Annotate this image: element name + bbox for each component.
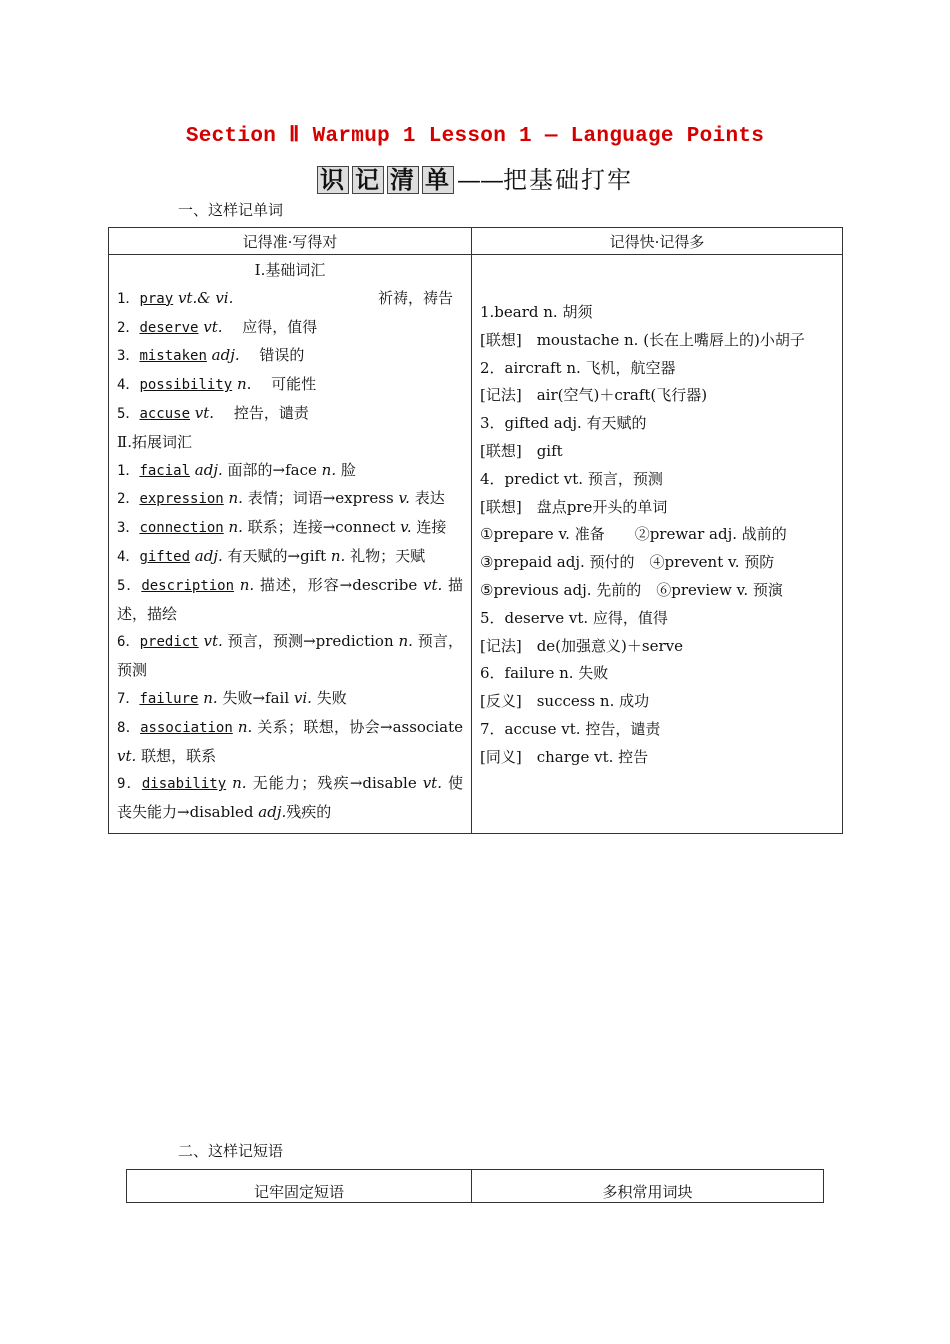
vocab-word: description bbox=[141, 577, 235, 594]
meaning-2: 描述，描绘 bbox=[117, 575, 463, 623]
ext-item bbox=[117, 572, 463, 629]
vocab-word: facial bbox=[139, 462, 191, 479]
ext-heading: Ⅱ.拓展词汇 bbox=[117, 432, 192, 451]
meaning-2: 礼物；天赋 bbox=[350, 546, 426, 565]
vocab-word: expression bbox=[139, 491, 224, 508]
vocab-word: connection bbox=[139, 520, 224, 537]
page-subtitle bbox=[0, 160, 950, 195]
phrase-header-left: 记牢固定短语 bbox=[127, 1170, 472, 1203]
memory-tip-line: 7．accuse vt. 控告，谴责 bbox=[480, 719, 661, 738]
boxed-char-2: 记 bbox=[352, 166, 384, 194]
ext-item bbox=[117, 628, 463, 685]
item-number: 1． bbox=[117, 462, 140, 479]
boxed-char-4: 单 bbox=[422, 166, 454, 194]
meaning: 联系；连接→connect bbox=[247, 518, 396, 537]
part-of-speech: n. bbox=[237, 717, 253, 736]
section-heading-words: 一、这样记单词 bbox=[178, 201, 284, 219]
basic-item-word bbox=[117, 346, 304, 364]
meaning: 面部的→face bbox=[227, 460, 317, 479]
item-number: 3． bbox=[117, 348, 140, 365]
header-right: 记得快·记得多 bbox=[472, 228, 843, 255]
vocab-word: predict bbox=[139, 634, 199, 651]
meaning-3: 残疾的 bbox=[286, 803, 332, 822]
item-number: 6． bbox=[117, 634, 140, 651]
meaning: 祈祷，祷告 bbox=[377, 288, 453, 307]
memory-tip-line: 6．failure n. 失败 bbox=[480, 664, 609, 683]
memory-tip-line: 5．deserve vt. 应得，值得 bbox=[480, 608, 668, 627]
ext-list bbox=[117, 457, 463, 827]
meaning: 无能力；残疾→disable bbox=[252, 774, 417, 793]
part-of-speech: vt. bbox=[203, 317, 223, 336]
memory-tip-line: ①prepare v. 准备 ②prewar adj. 战前的 bbox=[480, 525, 787, 544]
basic-item-word bbox=[117, 285, 248, 314]
vocab-word: mistaken bbox=[139, 348, 207, 365]
memory-tip-line: [联想] 盘点pre开头的单词 bbox=[480, 497, 668, 516]
basic-item-word bbox=[117, 375, 316, 393]
boxed-char-1: 识 bbox=[317, 166, 349, 194]
item-number: 4． bbox=[117, 377, 140, 394]
vocab-word: failure bbox=[139, 690, 199, 707]
meaning: 错误的 bbox=[259, 346, 305, 365]
ext-item bbox=[117, 714, 463, 771]
basic-item-word bbox=[117, 404, 309, 422]
basic-item bbox=[117, 342, 463, 371]
item-number: 5． bbox=[117, 577, 142, 594]
memory-tip-line: [记法] de(加强意义)＋serve bbox=[480, 636, 683, 655]
basic-heading: Ⅰ.基础词汇 bbox=[254, 261, 326, 279]
meaning: 表情；词语→express bbox=[247, 489, 394, 508]
meaning-2: 表达 bbox=[414, 489, 445, 508]
item-number: 4． bbox=[117, 548, 140, 565]
meaning: 应得，值得 bbox=[242, 317, 318, 336]
page-title: Section Ⅱ Warmup 1 Lesson 1 — Language Points bbox=[185, 125, 765, 148]
part-of-speech: n. bbox=[203, 688, 218, 707]
meaning: 预言，预测→prediction bbox=[227, 632, 394, 651]
item-number: 7． bbox=[117, 690, 140, 707]
ext-item bbox=[117, 485, 463, 514]
ext-item bbox=[117, 457, 463, 486]
meaning-2: 连接 bbox=[416, 518, 447, 537]
basic-item bbox=[117, 371, 463, 400]
item-number: 3． bbox=[117, 520, 140, 537]
part-of-speech: vt. bbox=[203, 632, 223, 651]
part-of-speech-2: v. bbox=[400, 518, 412, 537]
basic-item bbox=[117, 285, 463, 314]
item-number: 5． bbox=[117, 405, 140, 422]
memory-tip-line: ③prepaid adj. 预付的 ④prevent v. 预防 bbox=[480, 553, 775, 572]
part-of-speech-2: vt. bbox=[422, 575, 443, 594]
meaning: 失败→fail bbox=[222, 688, 290, 707]
meaning: 控告，谴责 bbox=[233, 403, 309, 422]
part-of-speech: adj. bbox=[194, 546, 223, 565]
vocab-word: association bbox=[140, 719, 233, 736]
vocab-word: gifted bbox=[139, 548, 191, 565]
right-list bbox=[480, 299, 834, 772]
item-number: 9． bbox=[117, 776, 142, 793]
memory-tip-line: 1.beard n. 胡须 bbox=[480, 303, 593, 321]
part-of-speech: vt. bbox=[194, 403, 215, 422]
memory-tip-line: [联想] moustache n. (长在上嘴唇上的)小胡子 bbox=[480, 330, 805, 349]
part-of-speech-2: n. bbox=[321, 460, 337, 479]
part-of-speech-3: adj. bbox=[258, 803, 287, 822]
part-of-speech-2: v. bbox=[398, 489, 410, 508]
ext-item bbox=[117, 514, 463, 543]
item-number: 8． bbox=[117, 719, 141, 736]
part-of-speech: n. bbox=[232, 774, 247, 793]
item-number: 2． bbox=[117, 319, 140, 336]
memory-tip-line: [联想] gift bbox=[480, 441, 563, 460]
memory-tip-line: 3．gifted adj. 有天赋的 bbox=[480, 414, 647, 433]
part-of-speech: n. bbox=[228, 518, 243, 537]
section-heading-phrases: 二、这样记短语 bbox=[178, 1142, 284, 1160]
header-left: 记得准·写得对 bbox=[109, 228, 472, 255]
part-of-speech: adj. bbox=[211, 346, 240, 365]
ext-item bbox=[117, 770, 463, 827]
part-of-speech-2: vi. bbox=[293, 688, 312, 707]
vocab-word: disability bbox=[141, 776, 227, 793]
subtitle-dash: —— bbox=[457, 166, 503, 194]
vocab-word: accuse bbox=[139, 405, 191, 422]
part-of-speech: n. bbox=[236, 375, 252, 394]
part-of-speech-2: vt. bbox=[422, 774, 442, 793]
meaning-2: 预言，预测 bbox=[117, 632, 463, 680]
basic-item bbox=[117, 314, 463, 343]
vocabulary-table bbox=[108, 227, 843, 834]
right-column bbox=[472, 255, 843, 834]
part-of-speech-2: n. bbox=[330, 546, 346, 565]
part-of-speech: adj. bbox=[194, 460, 223, 479]
subtitle-tail: 把基础打牢 bbox=[503, 166, 633, 194]
meaning: 有天赋的→gift bbox=[227, 546, 327, 565]
part-of-speech: n. bbox=[228, 489, 243, 508]
part-of-speech: vt.& vi. bbox=[177, 288, 234, 307]
basic-list bbox=[117, 285, 463, 429]
item-number: 2． bbox=[117, 491, 140, 508]
vocab-word: deserve bbox=[139, 319, 199, 336]
left-column bbox=[109, 255, 472, 834]
basic-item-word bbox=[117, 318, 317, 336]
part-of-speech-2: n. bbox=[398, 632, 413, 651]
boxed-char-3: 清 bbox=[387, 166, 419, 194]
phrase-header-right: 多积常用词块 bbox=[472, 1170, 824, 1203]
phrase-table bbox=[126, 1169, 824, 1203]
vocab-word: possibility bbox=[139, 377, 233, 394]
memory-tip-line: [同义] charge vt. 控告 bbox=[480, 747, 649, 766]
meaning: 关系；联想，协会→associate bbox=[257, 717, 463, 736]
memory-tip-line: [反义] success n. 成功 bbox=[480, 692, 650, 711]
basic-item bbox=[117, 400, 463, 429]
memory-tip-line: 2．aircraft n. 飞机，航空器 bbox=[480, 358, 676, 377]
part-of-speech: n. bbox=[239, 575, 255, 594]
meaning: 可能性 bbox=[271, 375, 317, 394]
memory-tip-line: 4．predict vt. 预言，预测 bbox=[480, 469, 663, 488]
meaning-2: 联想，联系 bbox=[141, 746, 217, 765]
meaning-2: 脸 bbox=[340, 460, 356, 479]
memory-tip-line: ⑤previous adj. 先前的 ⑥preview v. 预演 bbox=[480, 580, 783, 599]
vocab-word: pray bbox=[139, 290, 174, 307]
meaning: 描述，形容→describe bbox=[259, 575, 418, 594]
ext-item bbox=[117, 685, 463, 714]
meaning-2: 使丧失能力→disabled bbox=[117, 774, 463, 822]
meaning-2: 失败 bbox=[316, 688, 347, 707]
item-number: 1． bbox=[117, 290, 140, 307]
ext-item bbox=[117, 543, 463, 572]
part-of-speech-2: vt. bbox=[117, 746, 137, 765]
memory-tip-line: [记法] air(空气)＋craft(飞行器) bbox=[480, 386, 708, 405]
